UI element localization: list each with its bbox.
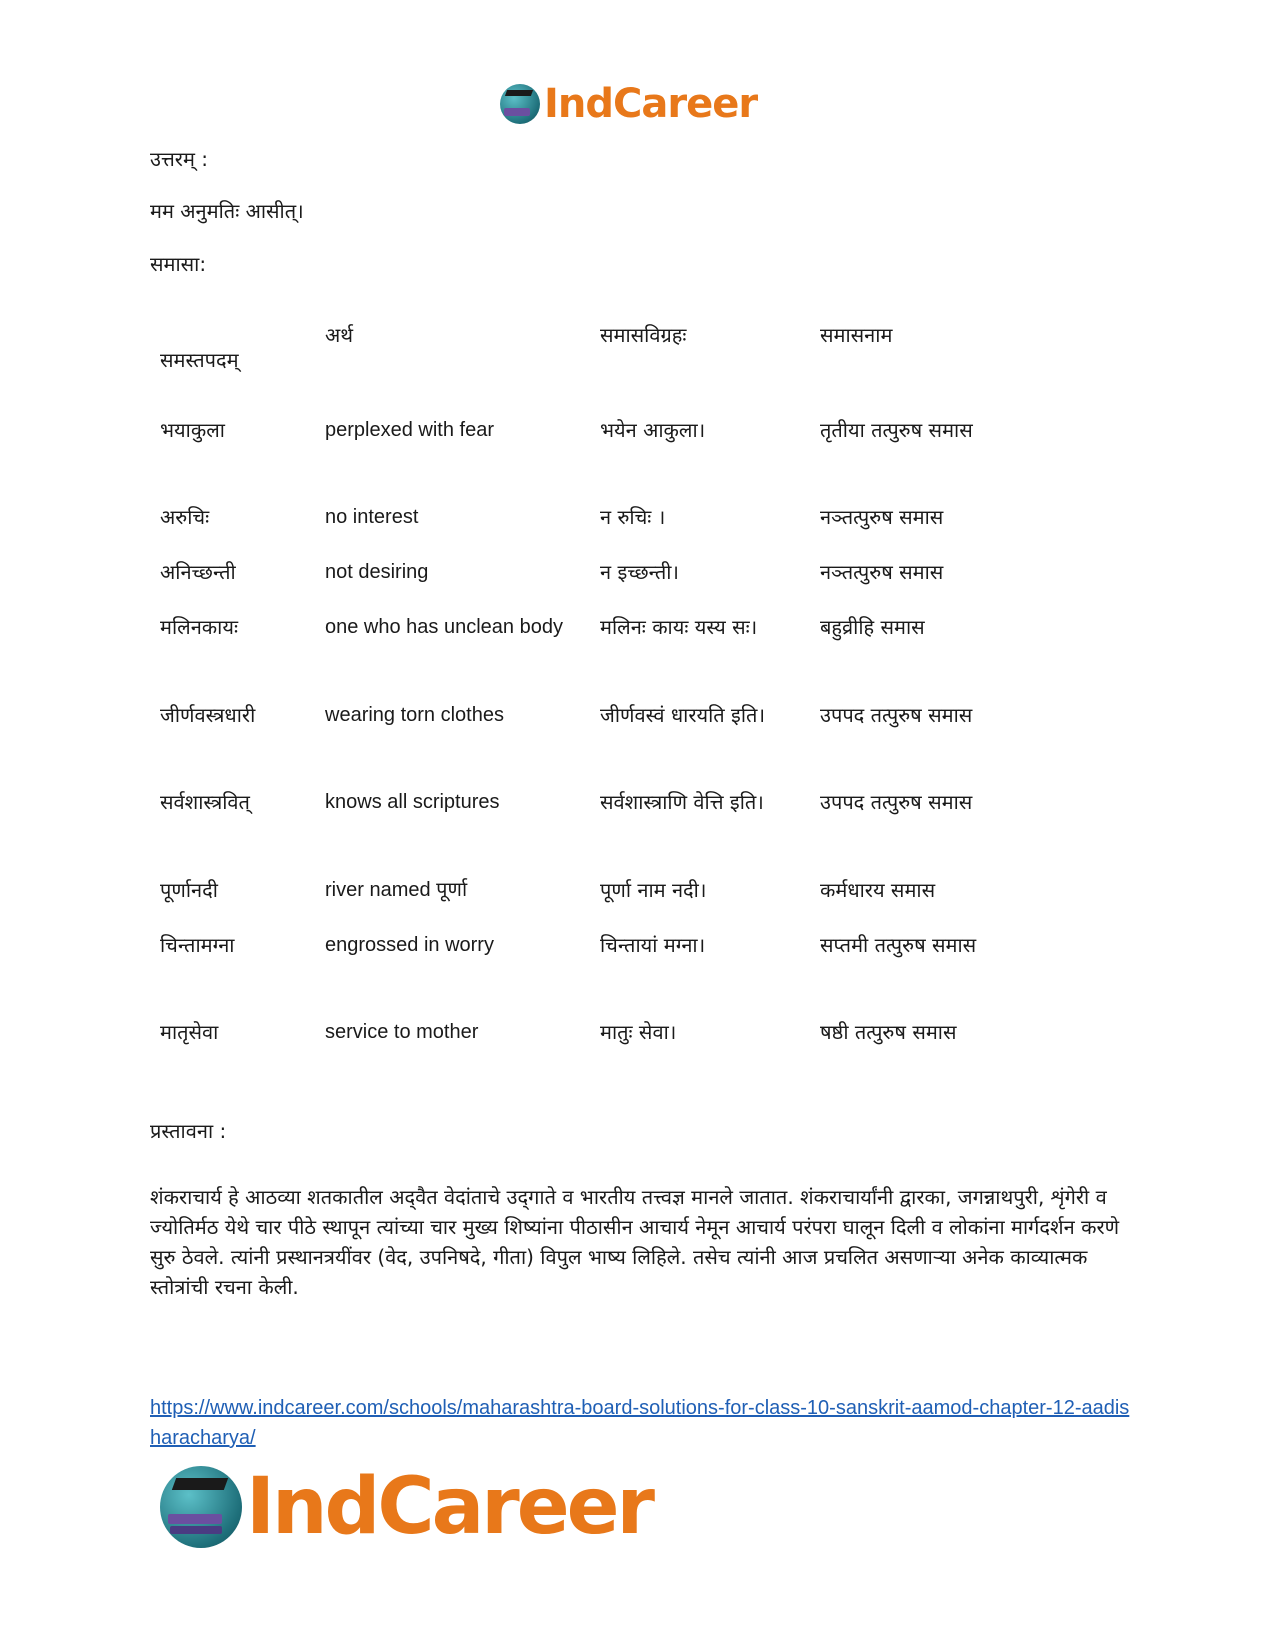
globe-icon — [160, 1466, 242, 1548]
table-cell: perplexed with fear — [325, 419, 494, 441]
header-cell: अर्थ — [325, 323, 354, 347]
prastavana-paragraph: शंकराचार्य हे आठव्या शतकातील अद्‌वैत वेदांताचे उद्‌गाते व भारतीय तत्त्वज्ञ मानले जातात. शंकराचार्यांनी द्वारका, जगन्नाथपुरी, शृंगेरी व ज्योतिर्मठ येथे चार पीठे स्थापून त्यांच्या चार मुख्य शिष्यांना पीठासीन आचार्य नेमून आचार्य परंपरा घालून दिली व लोकांना मार्गदर्शन करणे सुरु ठेवले. त्यांनी प्रस्थानत्रयींवर (वेद, उपनिषदे, गीता) विपुल भाष्य लिहिले. तसेच त्यांनी आज प्रचलित असणाऱ्या अनेक काव्यात्मक स्तोत्रांची रचना केली. — [150, 1185, 1120, 1299]
table-cell: उपपद तत्पुरुष समास — [820, 703, 973, 727]
table-cell: मलिनः कायः यस्य सः। — [600, 615, 758, 639]
table-cell: नञ्तत्पुरुष समास — [820, 505, 944, 529]
table-cell: अनिच्छन्ती — [160, 560, 236, 584]
table-cell: wearing torn clothes — [325, 704, 504, 726]
table-cell: no interest — [325, 506, 419, 528]
table-cell: सर्वशास्त्रवित् — [160, 790, 250, 814]
table-cell: मातुः सेवा। — [600, 1020, 677, 1044]
header-cell: समस्तपदम् — [160, 348, 239, 372]
globe-icon — [500, 84, 540, 124]
table-cell: मलिनकायः — [160, 615, 238, 639]
table-cell: पूर्णानदी — [160, 878, 218, 902]
table-cell: भयेन आकुला। — [600, 418, 706, 442]
header-cell: समासनाम — [820, 323, 893, 347]
answer-text: मम अनुमतिः आसीत्। — [150, 199, 304, 223]
table-cell: one who has unclean body — [325, 616, 563, 638]
table-cell: उपपद तत्पुरुष समास — [820, 790, 973, 814]
table-cell: चिन्तायां मग्ना। — [600, 933, 706, 957]
table-cell: तृतीया तत्पुरुष समास — [820, 418, 973, 442]
footer-logo — [160, 1462, 652, 1552]
header-logo — [500, 80, 757, 128]
table-cell: जीर्णवस्त्रधारी — [160, 703, 256, 727]
table-cell: न इच्छन्ती। — [600, 560, 679, 584]
table-cell: engrossed in worry — [325, 934, 494, 956]
table-cell: river named पूर्णा — [325, 879, 468, 901]
table-cell: service to mother — [325, 1021, 479, 1043]
logo-text: IndCareer — [246, 1462, 652, 1552]
table-cell: कर्मधारय समास — [820, 878, 936, 902]
table-cell: not desiring — [325, 561, 429, 583]
table-cell: जीर्णवस्वं धारयति इति। — [600, 703, 766, 727]
table-cell: knows all scriptures — [325, 791, 500, 813]
table-cell: न रुचिः । — [600, 505, 666, 529]
prastavana-label: प्रस्तावना : — [150, 1119, 227, 1143]
uttaram-label: उत्तरम् : — [150, 147, 209, 171]
table-cell: षष्ठी तत्पुरुष समास — [820, 1020, 957, 1044]
samasa-label: समासा: — [150, 252, 207, 276]
table-cell: बहुव्रीहि समास — [820, 615, 925, 639]
table-cell: सर्वशास्त्राणि वेत्ति इति। — [600, 790, 764, 814]
source-link[interactable]: https://www.indcareer.com/schools/maharashtra-board-solutions-for-class-10-sanskrit-aamod-chapter-12-aadisharacharya/ — [150, 1397, 1130, 1449]
table-cell: पूर्णा नाम नदी। — [600, 878, 707, 902]
table-cell: मातृसेवा — [160, 1020, 219, 1044]
table-cell: भयाकुला — [160, 418, 225, 442]
table-cell: नञ्तत्पुरुष समास — [820, 560, 944, 584]
table-cell: सप्तमी तत्पुरुष समास — [820, 933, 977, 957]
header-cell: समासविग्रहः — [600, 323, 687, 347]
table-cell: चिन्तामग्ना — [160, 933, 235, 957]
table-cell: अरुचिः — [160, 505, 210, 529]
logo-text: IndCareer — [544, 81, 758, 127]
